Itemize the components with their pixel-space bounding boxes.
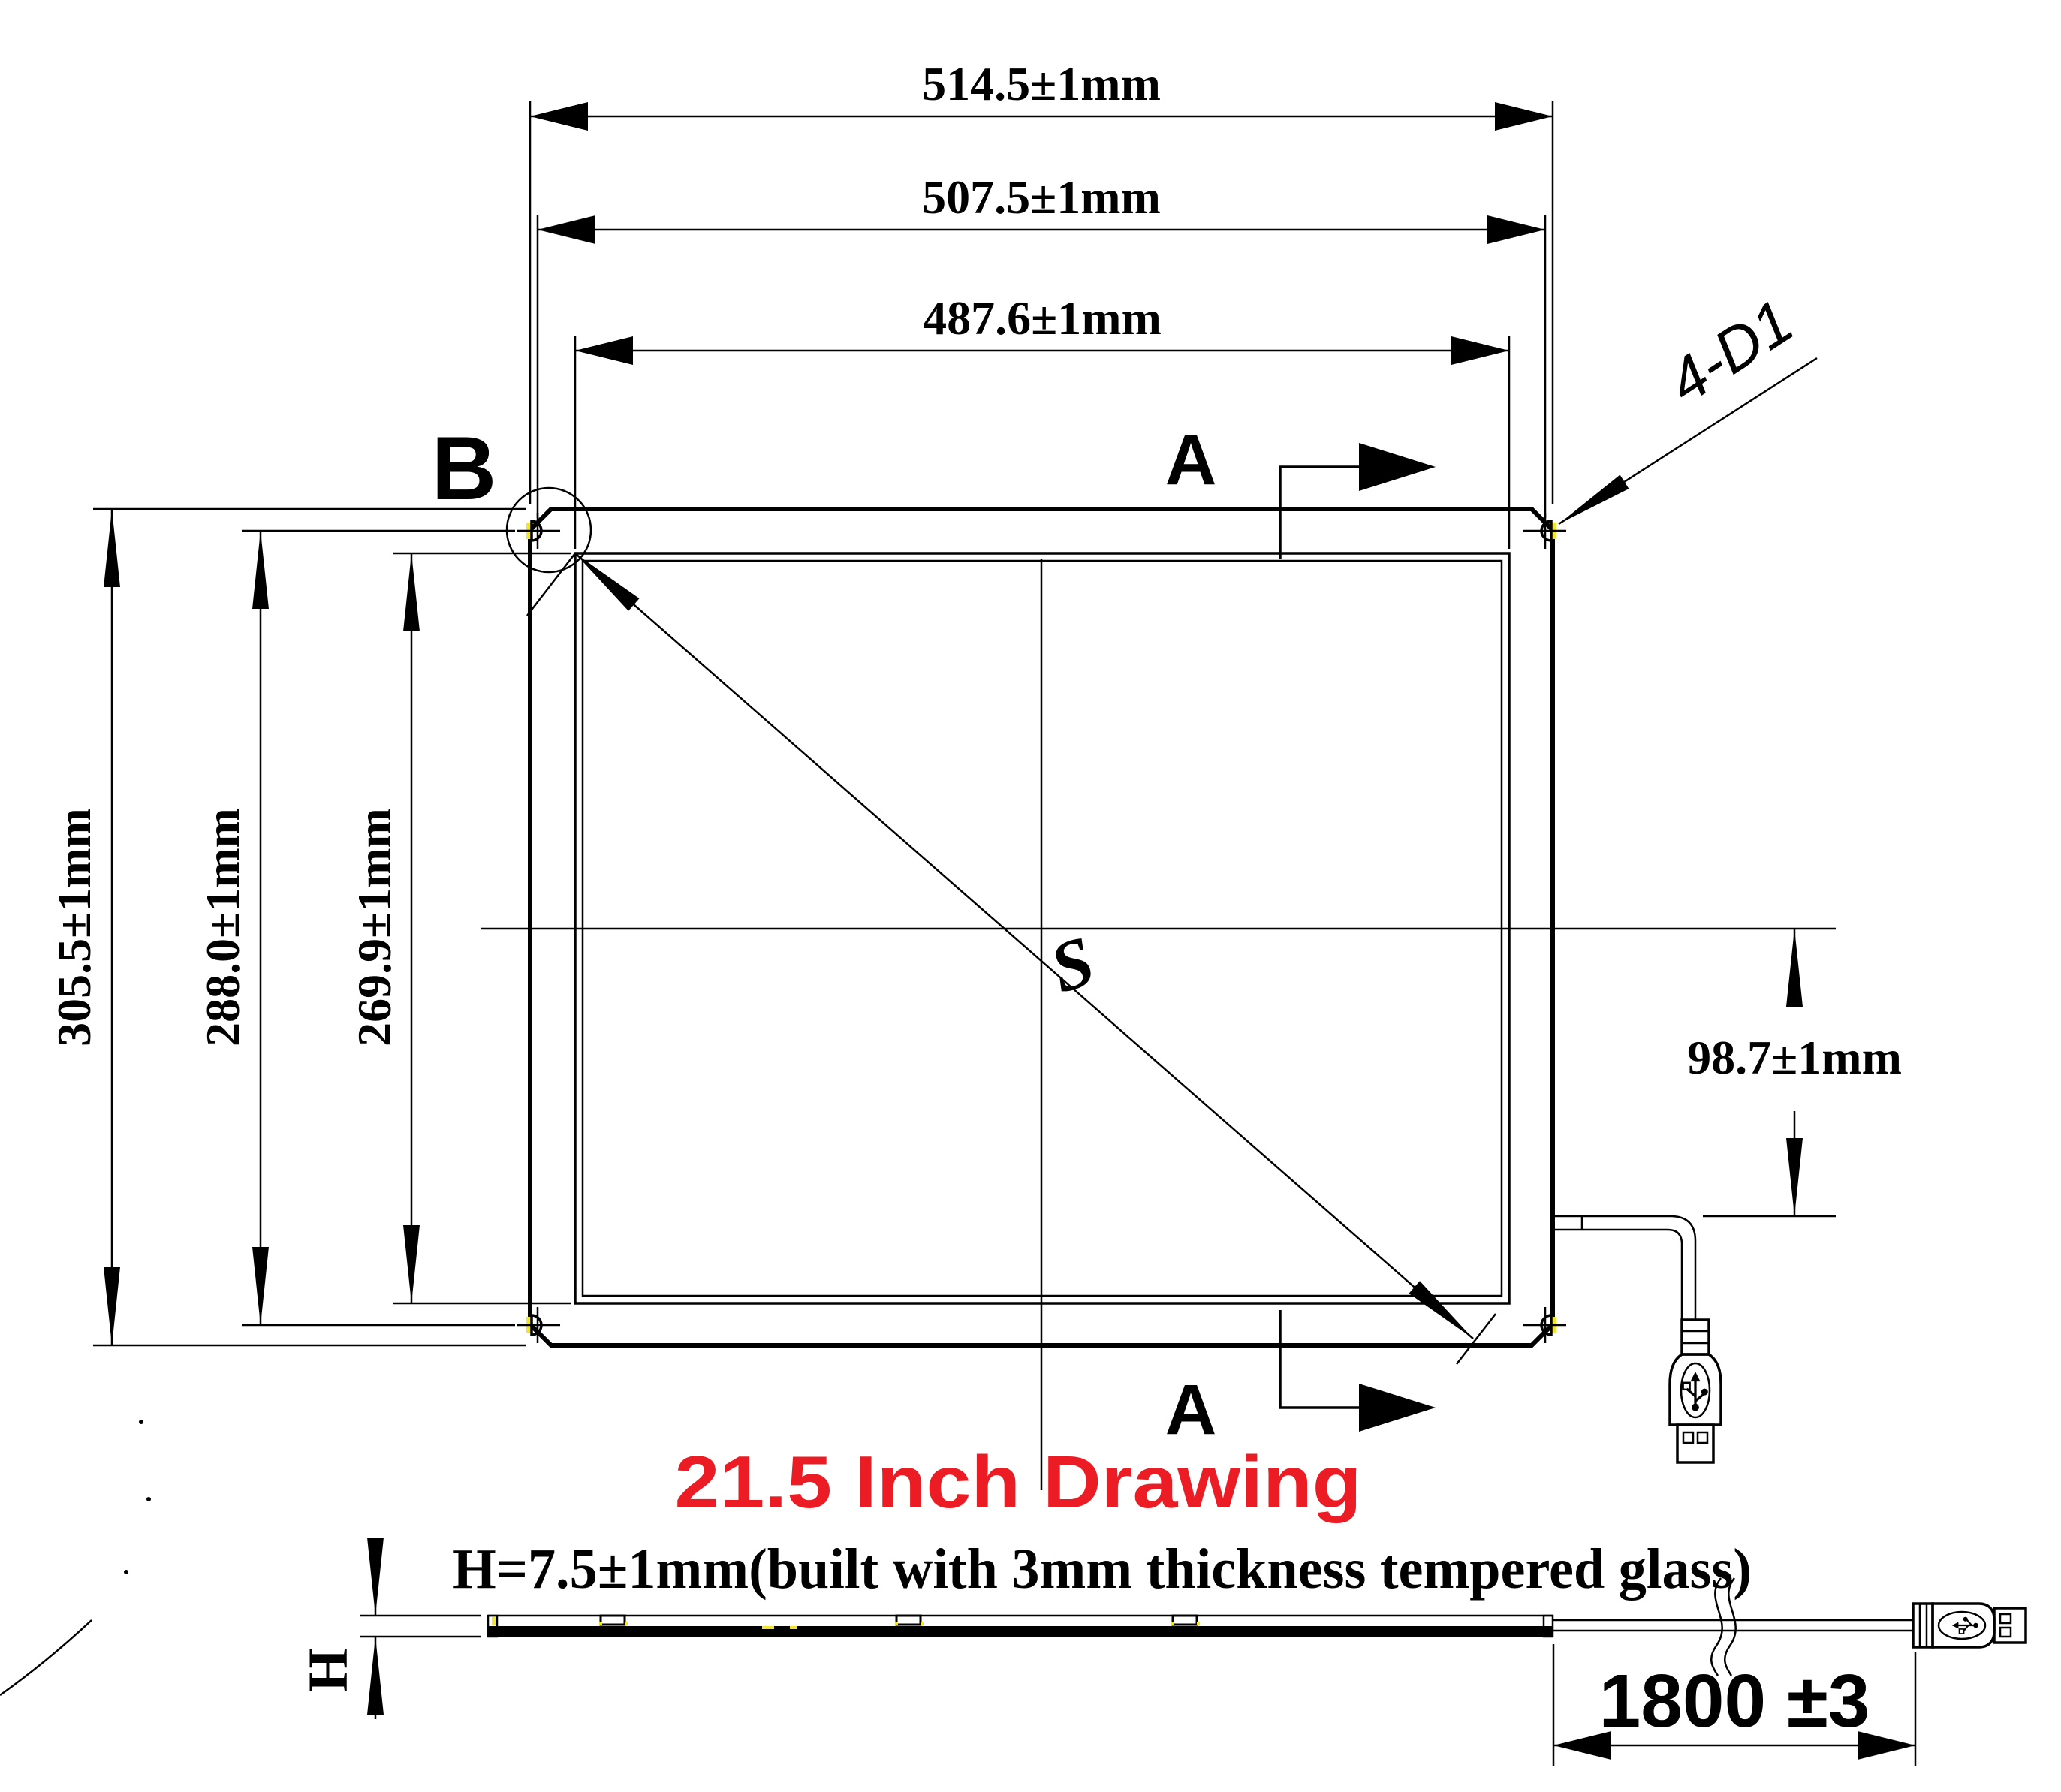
cable-front-view xyxy=(1553,1216,1836,1320)
diagonal-label: S xyxy=(1041,920,1104,1009)
bar-mark-yellow-left xyxy=(492,1617,496,1625)
dim-width-outer-label: 514.5±1mm xyxy=(922,57,1161,110)
drawing-title: 21.5 Inch Drawing xyxy=(674,1441,1362,1523)
front-view xyxy=(47,57,1902,1490)
dim-width-active-label: 487.6±1mm xyxy=(923,291,1162,345)
section-a-bottom xyxy=(1165,1310,1436,1450)
hole-callout-label: 4-D1 xyxy=(1656,287,1806,417)
section-a-bottom-label: A xyxy=(1165,1370,1217,1450)
dim-width-outer xyxy=(530,57,1553,504)
dim-cable-length-label: 1800 ±3 xyxy=(1598,1659,1870,1743)
usb-connector-front-view xyxy=(1670,1320,1721,1462)
dim-height-holes-label: 288.0±1mm xyxy=(196,808,249,1047)
detail-b-label: B xyxy=(431,418,497,519)
section-a-top-label: A xyxy=(1165,420,1217,500)
section-a-top xyxy=(1165,420,1436,559)
screw-bottom-right xyxy=(1523,1307,1566,1343)
dim-thickness-label: H xyxy=(297,1648,360,1693)
corner-arc xyxy=(0,1420,151,1695)
diagonal-line xyxy=(575,553,1473,1339)
dim-width-holes-label: 507.5±1mm xyxy=(922,170,1161,224)
dim-height-active-label: 269.9±1mm xyxy=(348,808,401,1047)
thickness-note: H=7.5±1mm(built with 3mm thickness tempered glass) xyxy=(453,1538,1752,1601)
usb-connector-side-view xyxy=(1913,1604,2026,1647)
screw-top-left xyxy=(517,513,560,549)
dim-height-outer xyxy=(47,509,526,1345)
dim-tail-offset-label: 98.7±1mm xyxy=(1687,1031,1902,1084)
screw-top-right xyxy=(1523,513,1566,549)
dim-cable-length xyxy=(1553,1644,1915,1766)
screw-bottom-left xyxy=(517,1307,560,1343)
dim-height-outer-label: 305.5±1mm xyxy=(47,808,101,1047)
diagonal-end-slash-topleft xyxy=(527,553,575,616)
diagonal-end-slash-bottomright xyxy=(1457,1314,1496,1364)
dim-tail-offset xyxy=(1687,929,1902,1216)
